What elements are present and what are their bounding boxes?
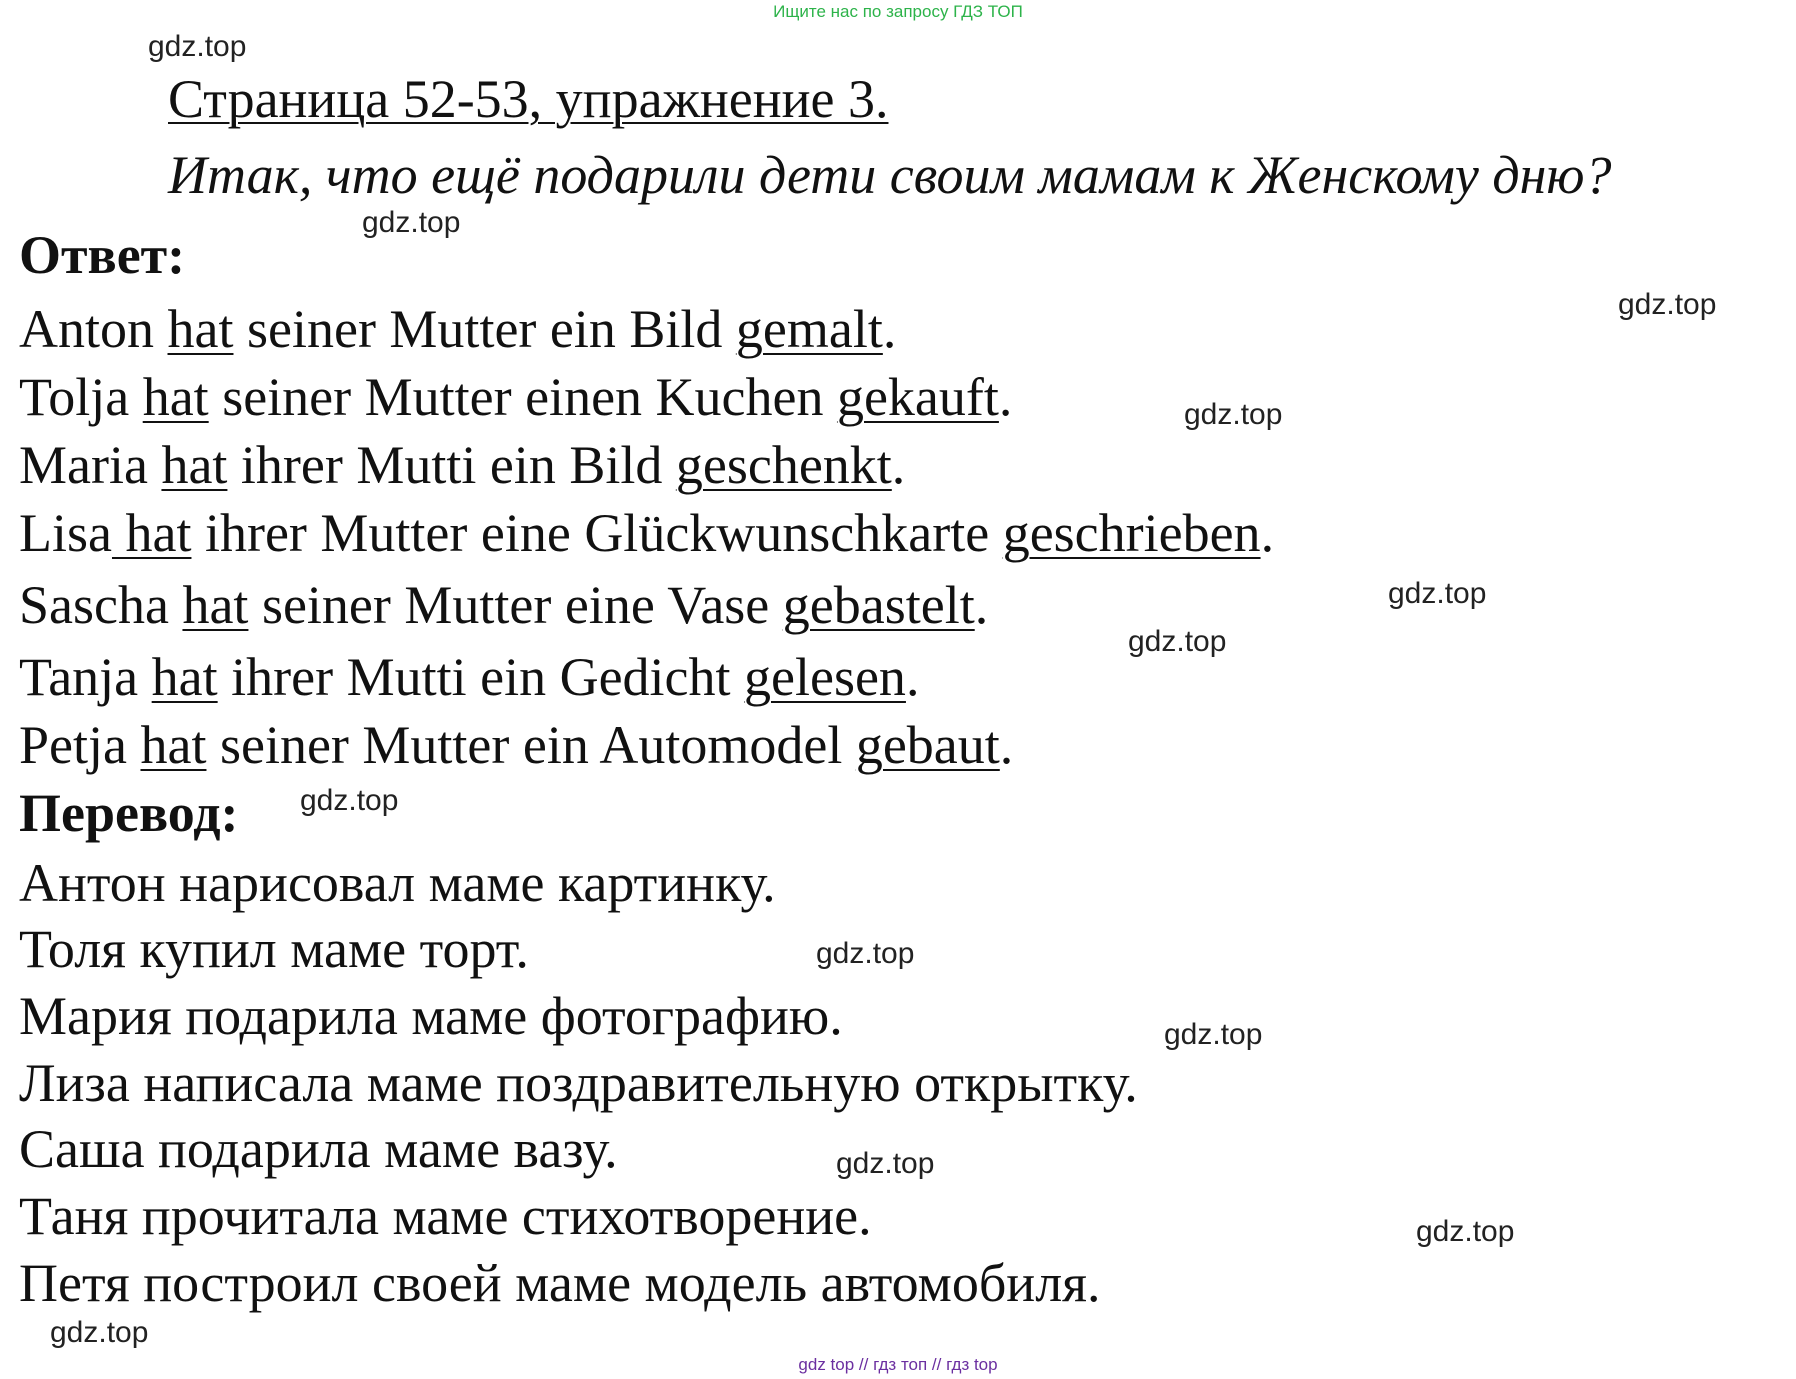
answer-line: Sascha hat seiner Mutter eine Vase gebastelt.: [19, 575, 989, 635]
answer-line: Petja hat seiner Mutter ein Automodel gebaut.: [19, 715, 1014, 775]
watermark: gdz.top: [1618, 288, 1717, 321]
translation-line: Лиза написала маме поздравительную открытку.: [19, 1053, 1138, 1113]
page-title: Страница 52-53, упражнение 3.: [168, 69, 889, 129]
translation-line: Саша подарила маме вазу.: [19, 1119, 618, 1179]
watermark: gdz.top: [362, 206, 461, 239]
answer-line: Tanja hat ihrer Mutti ein Gedicht gelesen.: [19, 647, 920, 707]
watermark: gdz.top: [836, 1147, 935, 1180]
translation-line: Мария подарила маме фотографию.: [19, 986, 843, 1046]
translation-line: Петя построил своей маме модель автомобиля.: [19, 1253, 1101, 1313]
translation-line: Антон нарисовал маме картинку.: [19, 853, 776, 913]
watermark: gdz.top: [148, 30, 247, 63]
top-banner: Ищите нас по запросу ГДЗ ТОП: [773, 2, 1023, 21]
watermark: gdz.top: [1388, 577, 1487, 610]
answer-line: Anton hat seiner Mutter ein Bild gemalt.: [19, 299, 897, 359]
watermark: gdz.top: [816, 937, 915, 970]
exercise-question: Итак, что ещё подарили дети своим мамам к Женскому дню?: [168, 145, 1612, 205]
answer-line: Tolja hat seiner Mutter einen Kuchen gekauft.: [19, 367, 1013, 427]
translation-heading: Перевод:: [19, 783, 239, 843]
translation-line: Толя купил маме торт.: [19, 919, 529, 979]
answer-line: Maria hat ihrer Mutti ein Bild geschenkt.: [19, 435, 906, 495]
translation-line: Таня прочитала маме стихотворение.: [19, 1186, 872, 1246]
answer-heading: Ответ:: [19, 225, 186, 285]
answer-line: Lisa hat ihrer Mutter eine Glückwunschkarte geschrieben.: [19, 503, 1275, 563]
footer-links: gdz top // гдз топ // гдз top: [798, 1355, 998, 1374]
watermark: gdz.top: [50, 1316, 149, 1349]
watermark: gdz.top: [1164, 1018, 1263, 1051]
watermark: gdz.top: [300, 784, 399, 817]
watermark: gdz.top: [1184, 398, 1283, 431]
watermark: gdz.top: [1416, 1215, 1515, 1248]
watermark: gdz.top: [1128, 625, 1227, 658]
